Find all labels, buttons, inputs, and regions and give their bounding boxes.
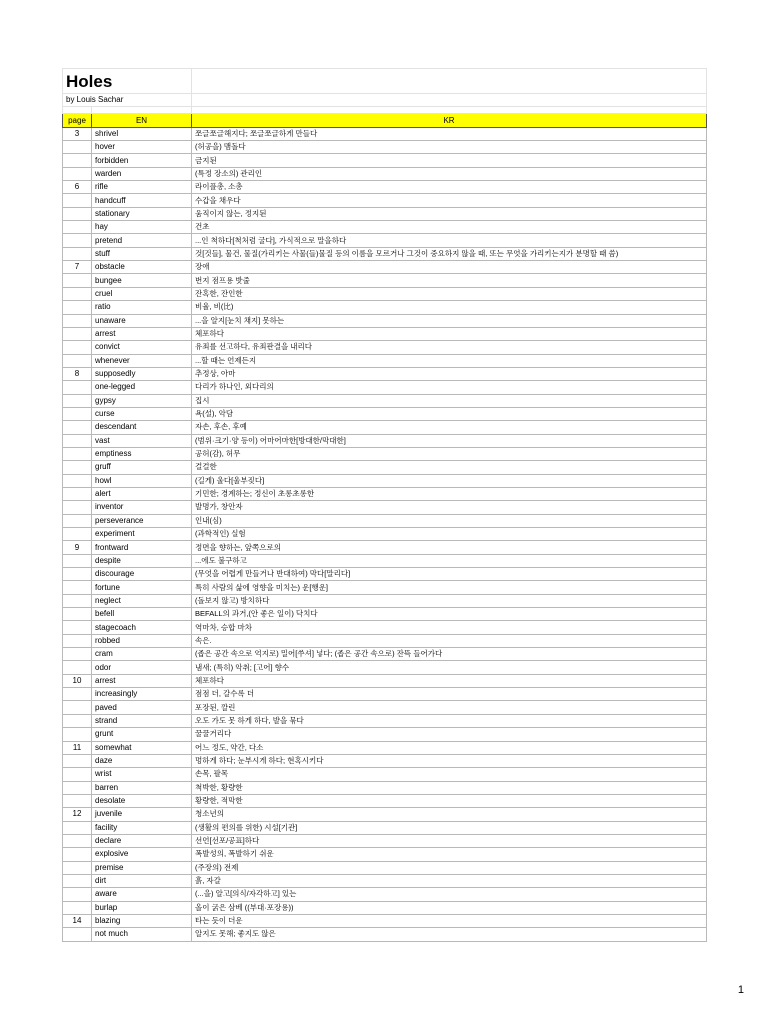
en-word-cell: odor	[92, 661, 192, 674]
table-row	[63, 768, 707, 781]
page-cell	[63, 407, 92, 420]
table-row	[63, 821, 707, 834]
table-row	[63, 194, 707, 207]
table-row	[63, 314, 707, 327]
table-row	[63, 928, 707, 941]
table-row	[63, 541, 707, 554]
table-row	[63, 594, 707, 607]
kr-meaning-cell: 집시	[192, 394, 707, 407]
kr-meaning-cell: ...을 알지[눈치 채지] 못하는	[192, 314, 707, 327]
title-row	[63, 69, 707, 94]
kr-meaning-cell: 속은.	[192, 634, 707, 647]
kr-meaning-cell: (좁은 공간 속으로 억지로) 밀어[쑤셔] 넣다; (좁은 공간 속으로) 잔뜩 들어가다	[192, 648, 707, 661]
en-word-cell: supposedly	[92, 367, 192, 380]
table-row	[63, 648, 707, 661]
en-word-cell: forbidden	[92, 154, 192, 167]
en-word-cell: fortune	[92, 581, 192, 594]
kr-meaning-cell: 타는 듯이 더운	[192, 914, 707, 927]
table-row	[63, 354, 707, 367]
kr-meaning-cell: 폭발성의, 폭발하기 쉬운	[192, 848, 707, 861]
table-row	[63, 301, 707, 314]
en-word-cell: whenever	[92, 354, 192, 367]
kr-meaning-cell: 것[것들], 물건, 물질(가리키는 사물(들)물질 등의 이름을 모르거나 그것이 중요하지 않을 때, 또는 무엇을 가리키는지가 분명할 때 씀)	[192, 247, 707, 260]
page-cell	[63, 594, 92, 607]
en-word-cell: bungee	[92, 274, 192, 287]
page-cell	[63, 621, 92, 634]
page-cell: 3	[63, 127, 92, 140]
kr-meaning-cell: 장애	[192, 261, 707, 274]
table-row	[63, 554, 707, 567]
en-word-cell: arrest	[92, 674, 192, 687]
en-word-cell: cram	[92, 648, 192, 661]
kr-meaning-cell: 선언[선포/공표]하다	[192, 834, 707, 847]
spacer-cell	[192, 107, 707, 114]
kr-meaning-cell: 인내(심)	[192, 514, 707, 527]
table-row	[63, 487, 707, 500]
doc-title: Holes	[63, 69, 192, 94]
header-kr: KR	[192, 114, 707, 127]
kr-meaning-cell: 다리가 하나인, 외다리의	[192, 381, 707, 394]
page-cell: 8	[63, 367, 92, 380]
en-word-cell: somewhat	[92, 741, 192, 754]
page-cell	[63, 781, 92, 794]
kr-meaning-cell: 기민한; 경계하는; 정신이 초롱초롱한	[192, 487, 707, 500]
en-word-cell: gypsy	[92, 394, 192, 407]
kr-meaning-cell: (길게) 울다[울부짖다]	[192, 474, 707, 487]
en-word-cell: vast	[92, 434, 192, 447]
table-row	[63, 874, 707, 887]
table-row	[63, 261, 707, 274]
page-cell: 11	[63, 741, 92, 754]
page-cell	[63, 901, 92, 914]
kr-meaning-cell: (돌보지 않고) 방치하다	[192, 594, 707, 607]
page-cell	[63, 634, 92, 647]
page-cell	[63, 501, 92, 514]
page-cell	[63, 141, 92, 154]
table-row	[63, 341, 707, 354]
en-word-cell: burlap	[92, 901, 192, 914]
en-word-cell: explosive	[92, 848, 192, 861]
kr-meaning-cell: (범위·크기·양 등이) 어마어마한[방대한/막대한]	[192, 434, 707, 447]
en-word-cell: neglect	[92, 594, 192, 607]
page-cell: 6	[63, 181, 92, 194]
kr-meaning-cell: 발명가, 창안자	[192, 501, 707, 514]
en-word-cell: stagecoach	[92, 621, 192, 634]
page-cell: 14	[63, 914, 92, 927]
kr-meaning-cell: (과학적인) 실험	[192, 528, 707, 541]
table-row	[63, 914, 707, 927]
table-row	[63, 714, 707, 727]
kr-meaning-cell: ...할 때는 언제든지	[192, 354, 707, 367]
kr-meaning-cell: 건초	[192, 221, 707, 234]
en-word-cell: obstacle	[92, 261, 192, 274]
page-cell	[63, 474, 92, 487]
kr-meaning-cell: 금지된	[192, 154, 707, 167]
page-cell	[63, 234, 92, 247]
table-row	[63, 781, 707, 794]
page-cell: 9	[63, 541, 92, 554]
en-word-cell: rifle	[92, 181, 192, 194]
page-cell	[63, 581, 92, 594]
spacer-row	[63, 107, 707, 114]
table-row	[63, 447, 707, 460]
page-cell	[63, 701, 92, 714]
page-cell	[63, 728, 92, 741]
kr-meaning-cell: 오도 가도 못 하게 하다, 발을 묶다	[192, 714, 707, 727]
kr-meaning-cell: 점점 더, 갈수록 더	[192, 688, 707, 701]
page-cell	[63, 301, 92, 314]
en-word-cell: facility	[92, 821, 192, 834]
en-word-cell: wrist	[92, 768, 192, 781]
table-row	[63, 141, 707, 154]
table-row	[63, 181, 707, 194]
kr-meaning-cell: 잔혹한, 잔인한	[192, 287, 707, 300]
page-cell	[63, 794, 92, 807]
kr-meaning-cell: 자손, 후손, 후예	[192, 421, 707, 434]
table-row	[63, 741, 707, 754]
en-word-cell: aware	[92, 888, 192, 901]
kr-meaning-cell: 체포하다	[192, 674, 707, 687]
table-row	[63, 421, 707, 434]
page-cell	[63, 154, 92, 167]
kr-meaning-cell: 척박한, 황량한	[192, 781, 707, 794]
kr-meaning-cell: 걸걸한	[192, 461, 707, 474]
page-cell	[63, 568, 92, 581]
page-cell	[63, 848, 92, 861]
page-cell	[63, 354, 92, 367]
page-cell	[63, 528, 92, 541]
page-cell	[63, 928, 92, 941]
kr-meaning-cell: 비율, 비(比)	[192, 301, 707, 314]
table-row	[63, 674, 707, 687]
en-word-cell: frontward	[92, 541, 192, 554]
page-cell	[63, 381, 92, 394]
kr-meaning-cell: (무엇을 어렵게 만들거나 반대하여) 막다[말리다]	[192, 568, 707, 581]
table-row	[63, 568, 707, 581]
kr-meaning-cell: 정면을 향하는, 앞쪽으로의	[192, 541, 707, 554]
en-word-cell: stuff	[92, 247, 192, 260]
page-cell	[63, 447, 92, 460]
en-word-cell: alert	[92, 487, 192, 500]
en-word-cell: unaware	[92, 314, 192, 327]
en-word-cell: daze	[92, 754, 192, 767]
table-row	[63, 381, 707, 394]
kr-meaning-cell: 공허(감), 허무	[192, 447, 707, 460]
en-word-cell: despite	[92, 554, 192, 567]
page-cell	[63, 421, 92, 434]
table-row	[63, 234, 707, 247]
page-cell	[63, 314, 92, 327]
en-word-cell: robbed	[92, 634, 192, 647]
title-empty-cell	[192, 69, 707, 94]
table-row	[63, 287, 707, 300]
en-word-cell: curse	[92, 407, 192, 420]
en-word-cell: howl	[92, 474, 192, 487]
page-cell	[63, 274, 92, 287]
page-cell	[63, 461, 92, 474]
table-row	[63, 167, 707, 180]
page-cell	[63, 514, 92, 527]
table-row	[63, 754, 707, 767]
kr-meaning-cell: (...을) 알고[의식/자각하고] 있는	[192, 888, 707, 901]
kr-meaning-cell: ...인 척하다[척처럼 굴다], 가식적으로 말을하다	[192, 234, 707, 247]
en-word-cell: befell	[92, 608, 192, 621]
kr-meaning-cell: 유죄를 선고하다, 유죄판결을 내리다	[192, 341, 707, 354]
kr-meaning-cell: 멍하게 하다; 눈부시게 하다; 현혹시키다	[192, 754, 707, 767]
page-cell	[63, 754, 92, 767]
en-word-cell: strand	[92, 714, 192, 727]
page-cell	[63, 247, 92, 260]
table-row	[63, 474, 707, 487]
en-word-cell: convict	[92, 341, 192, 354]
page-cell	[63, 661, 92, 674]
page-cell	[63, 888, 92, 901]
table-row	[63, 701, 707, 714]
kr-meaning-cell: 청소년의	[192, 808, 707, 821]
en-word-cell: perseverance	[92, 514, 192, 527]
table-row	[63, 327, 707, 340]
en-word-cell: declare	[92, 834, 192, 847]
table-row	[63, 848, 707, 861]
table-row	[63, 514, 707, 527]
table-row	[63, 461, 707, 474]
spacer-cell	[63, 107, 92, 114]
en-word-cell: emptiness	[92, 447, 192, 460]
kr-meaning-cell: 체포하다	[192, 327, 707, 340]
table-row	[63, 661, 707, 674]
kr-meaning-cell: 쪼글쪼글해지다; 쪼글쪼글하게 만들다	[192, 127, 707, 140]
table-row	[63, 501, 707, 514]
page-cell: 10	[63, 674, 92, 687]
kr-meaning-cell: 번지 점프용 밧줄	[192, 274, 707, 287]
table-row	[63, 274, 707, 287]
page-cell	[63, 327, 92, 340]
en-word-cell: hay	[92, 221, 192, 234]
doc-subtitle: by Louis Sachar	[63, 94, 192, 107]
table-row	[63, 127, 707, 140]
header-row	[63, 114, 707, 127]
en-word-cell: desolate	[92, 794, 192, 807]
page-cell	[63, 167, 92, 180]
table-row	[63, 367, 707, 380]
kr-meaning-cell: 라이플총, 소총	[192, 181, 707, 194]
en-word-cell: warden	[92, 167, 192, 180]
table-row	[63, 901, 707, 914]
kr-meaning-cell: 올이 굵은 삼베 ((부대·포장용))	[192, 901, 707, 914]
table-row	[63, 728, 707, 741]
table-row	[63, 888, 707, 901]
spacer-cell	[92, 107, 192, 114]
kr-meaning-cell: 알지도 못해; 좋지도 않은	[192, 928, 707, 941]
en-word-cell: discourage	[92, 568, 192, 581]
table-row	[63, 528, 707, 541]
kr-meaning-cell: 포장된, 깔린	[192, 701, 707, 714]
en-word-cell: blazing	[92, 914, 192, 927]
page-cell	[63, 608, 92, 621]
page-cell	[63, 768, 92, 781]
kr-meaning-cell: 꿀꿀거리다	[192, 728, 707, 741]
en-word-cell: dirt	[92, 874, 192, 887]
page-cell	[63, 341, 92, 354]
en-word-cell: descendant	[92, 421, 192, 434]
page-cell	[63, 861, 92, 874]
table-row	[63, 394, 707, 407]
spreadsheet-page	[62, 68, 706, 942]
kr-meaning-cell: 냄새; (특히) 악취; [고어] 향수	[192, 661, 707, 674]
subtitle-empty-cell	[192, 94, 707, 107]
kr-meaning-cell: 수갑을 채우다	[192, 194, 707, 207]
en-word-cell: barren	[92, 781, 192, 794]
page-cell	[63, 688, 92, 701]
kr-meaning-cell: 흙, 자갈	[192, 874, 707, 887]
page-cell	[63, 394, 92, 407]
kr-meaning-cell: 움직이지 않는, 정지된	[192, 207, 707, 220]
page-cell	[63, 834, 92, 847]
en-word-cell: shrivel	[92, 127, 192, 140]
page-cell	[63, 554, 92, 567]
en-word-cell: arrest	[92, 327, 192, 340]
kr-meaning-cell: 어느 정도, 약간, 다소	[192, 741, 707, 754]
page-cell	[63, 648, 92, 661]
en-word-cell: hover	[92, 141, 192, 154]
page-cell: 12	[63, 808, 92, 821]
en-word-cell: handcuff	[92, 194, 192, 207]
table-row	[63, 407, 707, 420]
table-row	[63, 794, 707, 807]
table-row	[63, 247, 707, 260]
kr-meaning-cell: (허공을) 맴돌다	[192, 141, 707, 154]
kr-meaning-cell: ...에도 불구하고	[192, 554, 707, 567]
en-word-cell: stationary	[92, 207, 192, 220]
en-word-cell: juvenile	[92, 808, 192, 821]
en-word-cell: cruel	[92, 287, 192, 300]
table-row	[63, 581, 707, 594]
kr-meaning-cell: 손목, 팔목	[192, 768, 707, 781]
page-cell	[63, 874, 92, 887]
kr-meaning-cell: (주장의) 전제	[192, 861, 707, 874]
en-word-cell: one-legged	[92, 381, 192, 394]
en-word-cell: premise	[92, 861, 192, 874]
page-cell: 7	[63, 261, 92, 274]
header-page: page	[63, 114, 92, 127]
kr-meaning-cell: 황량한, 적막한	[192, 794, 707, 807]
table-row	[63, 621, 707, 634]
table-row	[63, 221, 707, 234]
table-row	[63, 207, 707, 220]
en-word-cell: increasingly	[92, 688, 192, 701]
page-cell	[63, 434, 92, 447]
kr-meaning-cell: 특히 사람의 삶에 영향을 미치는) 운[행운]	[192, 581, 707, 594]
kr-meaning-cell: 역마차, 승합 마차	[192, 621, 707, 634]
table-row	[63, 434, 707, 447]
page-number: 1	[737, 984, 744, 996]
en-word-cell: grunt	[92, 728, 192, 741]
table-row	[63, 688, 707, 701]
kr-meaning-cell: BEFALL의 과거,(안 좋은 일이) 닥치다	[192, 608, 707, 621]
kr-meaning-cell: 추정상, 아마	[192, 367, 707, 380]
page-cell	[63, 287, 92, 300]
table-row	[63, 608, 707, 621]
en-word-cell: inventor	[92, 501, 192, 514]
en-word-cell: not much	[92, 928, 192, 941]
page-cell	[63, 821, 92, 834]
kr-meaning-cell: 욕(설), 악담	[192, 407, 707, 420]
table-row	[63, 834, 707, 847]
header-en: EN	[92, 114, 192, 127]
page-cell	[63, 487, 92, 500]
table-row	[63, 634, 707, 647]
table-row	[63, 154, 707, 167]
subtitle-row	[63, 94, 707, 107]
en-word-cell: gruff	[92, 461, 192, 474]
page-cell	[63, 207, 92, 220]
en-word-cell: pretend	[92, 234, 192, 247]
table-row	[63, 808, 707, 821]
en-word-cell: paved	[92, 701, 192, 714]
page-cell	[63, 194, 92, 207]
kr-meaning-cell: (생활의 편의를 위한) 시설[기관]	[192, 821, 707, 834]
en-word-cell: ratio	[92, 301, 192, 314]
vocabulary-table	[62, 68, 707, 942]
page-cell	[63, 714, 92, 727]
kr-meaning-cell: (특정 장소의) 관리인	[192, 167, 707, 180]
table-row	[63, 861, 707, 874]
page-cell	[63, 221, 92, 234]
en-word-cell: experiment	[92, 528, 192, 541]
